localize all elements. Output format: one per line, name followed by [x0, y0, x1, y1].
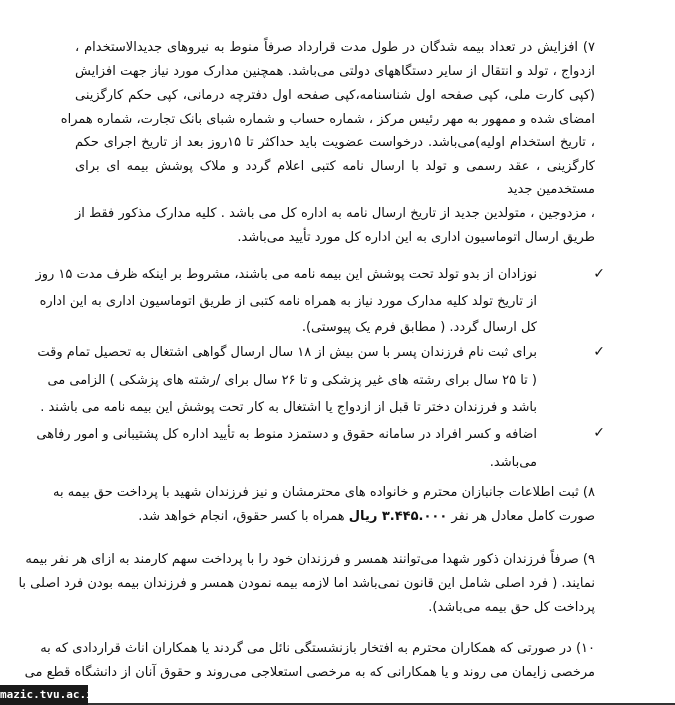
premium-amount: ۳.۴۴۵.۰۰۰ ریال [348, 509, 448, 524]
bullet-line: ( تا ۲۵ سال برای رشته های غیر پزشکی و تا ۲۶ سال برای /رشته های پزشکی ) الزامی می [47, 373, 537, 388]
bullet-line: نوزادان از بدو تولد تحت پوشش این بیمه نامه می باشند، مشروط بر اینکه ظرف مدت ۱۵ روز [35, 267, 537, 282]
text-segment: صورت کامل معادل هر نفر [451, 509, 595, 524]
paragraph-line: ، تاریخ استخدام اولیه)می‌باشد. درخواست عضویت باید حداکثر تا ۱۵روز بعد از تاریخ اجرای حکم [75, 135, 595, 150]
bullet-line: اضافه و کسر افراد در سامانه حقوق و دستمزد منوط به تأیید اداره کل پشتیبانی و امور رفاهی [36, 427, 537, 442]
paragraph-line: مستخدمین جدید [507, 182, 595, 197]
bullet-line: برای ثبت نام فرزندان پسر با سن بیش از ۱۸ سال ارسال گواهی اشتغال به تحصیل تمام وقت [37, 345, 537, 360]
paragraph-line: امضای شده و ممهور به مهر رئیس مرکز ، شماره حساب و شماره شبای بانک تجارت، شماره همراه [60, 112, 595, 127]
paragraph-line: (کپی کارت ملی، کپی صفحه اول شناسنامه،کپی صفحه اول دفترچه درمانی، کپی حکم کارگزینی [75, 88, 595, 103]
footer-site-link[interactable]: mazic.tvu.ac.ir [0, 685, 88, 705]
bullet-line: باشد و فرزندان دختر تا قبل از ازدواج یا اشتغال به کار تحت پوشش این بیمه نامه می باشند . [40, 400, 537, 415]
paragraph-line: مرخصی زایمان می روند و یا همکارانی که به مرخصی استعلاجی می‌روند و حقوق آنان از دانشگاه قطع می [24, 665, 595, 680]
text-segment: همراه با کسر حقوق، انجام خواهد شد. [138, 509, 345, 524]
paragraph-line: ، مزدوجین ، متولدین جدید از تاریخ ارسال نامه به اداره کل می باشد . کلیه مدارک مذکور فقط از [75, 206, 595, 221]
paragraph-line: ۸) ثبت اطلاعات جانبازان محترم و خانواده های محترمشان و نیز فرزندان شهید با پرداخت حق بیمه به [52, 485, 595, 500]
paragraph-line [75, 508, 595, 526]
paragraph-line: ۷) افزایش در تعداد بیمه شدگان در طول مدت قرارداد صرفاً منوط به نیروهای جدیدالاستخدام ، [75, 40, 595, 55]
bullet-line: کل ارسال گردد. ( مطابق فرم یک پیوستی). [301, 320, 537, 335]
paragraph-line: ۱۰) در صورتی که همکاران محترم به افتخار بازنشستگی نائل می گردند یا همکاران اناث قراردادی که به [40, 641, 595, 656]
checkmark-icon: ✓ [593, 344, 605, 360]
checkmark-icon: ✓ [593, 266, 605, 282]
paragraph-line: پرداخت کل حق بیمه می‌باشد). [428, 600, 595, 615]
paragraph-line: ۹) صرفاً فرزندان ذکور شهدا می‌توانند همسر و فرزندان خود را با پرداخت سهم کارمند به ازای هر نفر بیمه [25, 552, 595, 567]
checkmark-icon: ✓ [593, 425, 605, 441]
bullet-line: می‌باشد. [489, 455, 537, 470]
paragraph-line: طریق ارسال اتوماسیون اداری به این اداره کل مورد تأیید می‌باشد. [237, 230, 595, 245]
paragraph-line: کارگزینی ، عقد رسمی و تولد با ارسال نامه کتبی اعلام گردد و ملاک پوشش بیمه ای برای [75, 159, 595, 174]
paragraph-line: ازدواج ، تولد و انتقال از سایر دستگاههای دولتی می‌باشد. همچنین مدارک مورد نیاز جهت افزایش [75, 64, 595, 79]
bullet-line: از تاریخ تولد کلیه مدارک مورد نیاز به همراه نامه کتبی از طریق اتوماسیون اداری به این اداره [39, 294, 537, 309]
footer [0, 681, 675, 705]
paragraph-line: نمایند. ( فرد اصلی شامل این قانون نمی‌باشد اما لازمه بیمه نمودن همسر و فرزندان بیمه بودن فرد اصلی با [18, 576, 595, 591]
